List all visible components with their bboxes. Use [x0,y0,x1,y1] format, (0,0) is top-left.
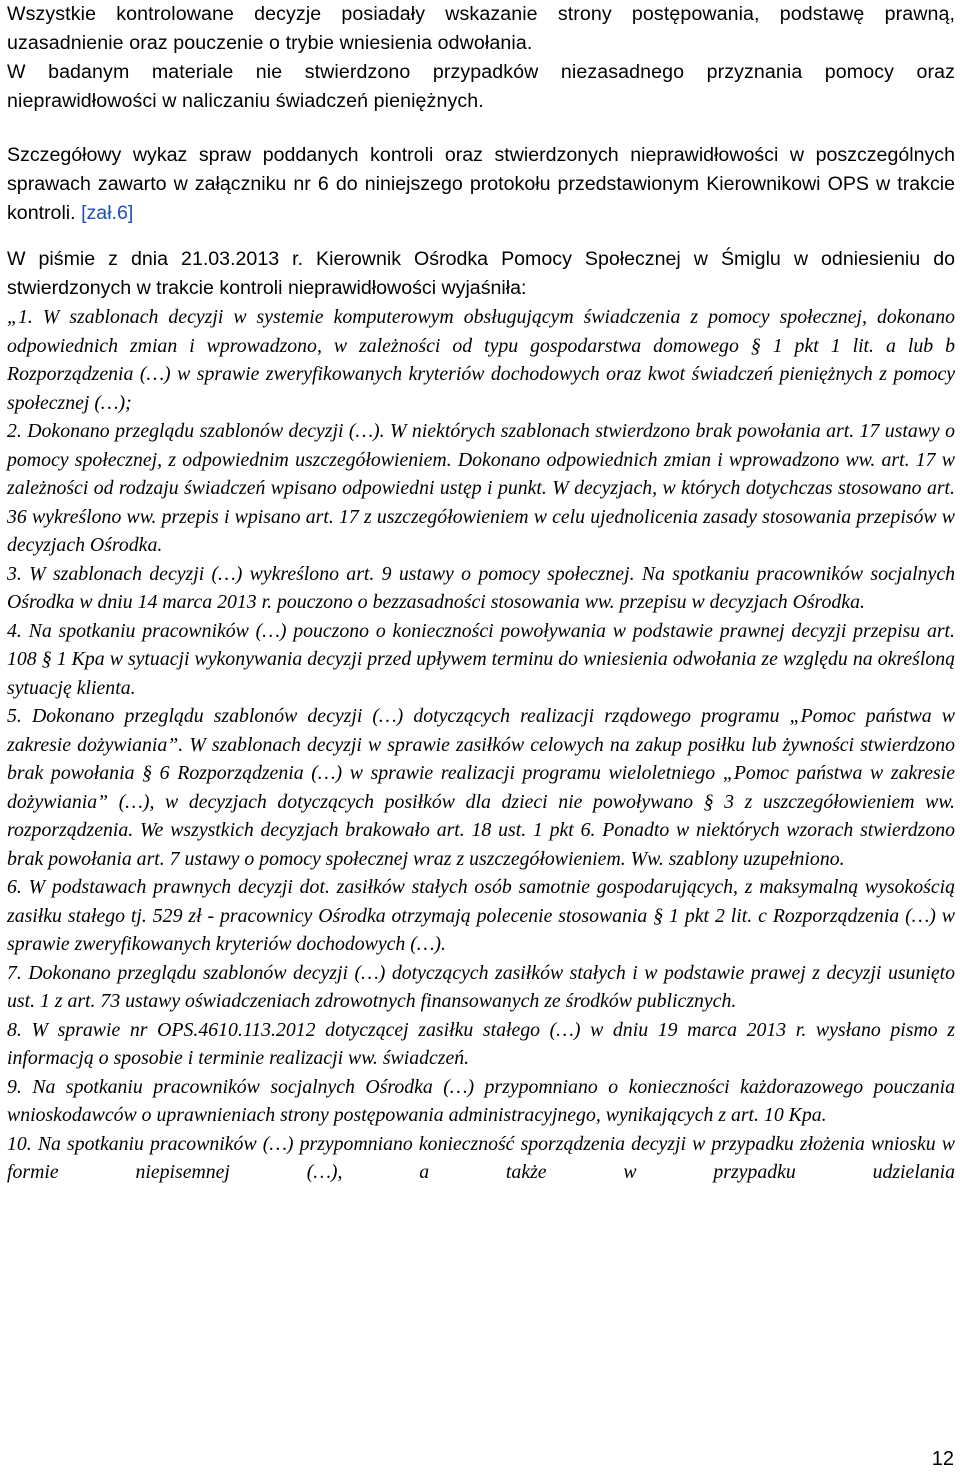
explanation-item-3: 3. W szablonach decyzji (…) wykreślono art. 9 ustawy o pomocy społecznej. Na spotkaniu pracowników socjalnych Ośrodka w dniu 14 marca 2013 r. pouczono o bezzasadności stosowania ww. przepisu w decyzjach Ośrodka. [7,562,955,613]
document-page [7,0,955,1187]
intro-paragraph-2: W badanym materiale nie stwierdzono przypadków niezasadnego przyznania pomocy oraz nieprawidłowości w naliczaniu świadczeń pieniężnych. [7,61,955,112]
spacer [7,228,955,245]
explanation-item-7: 7. Dokonano przeglądu szablonów decyzji (…) dotyczących zasiłków stałych i w podstawie prawej z decyzji usunięto ust. 1 z art. 73 ustawy oświadczeniach zdrowotnych finansowanych ze środków publicznych. [7,961,955,1012]
explanation-item-2: 2. Dokonano przeglądu szablonów decyzji (…). W niektórych szablonach stwierdzono brak powołania art. 17 ustawy o pomocy społecznej, z odpowiednim uszczegółowieniem. Dokonano odpowiednich zmian i wprowadzono ww. art. 17 w zależności od rodzaju świadczeń wpisano odpowiedni ustęp i punkt. W decyzjach, w których dotychczas stosowano art. 36 wykreślono ww. przepis i wpisano art. 17 z uszczegółowieniem w celu ujednolicenia zasady stosowania przepisów w decyzjach Ośrodka. [7,420,955,556]
letter-intro: W piśmie z dnia 21.03.2013 r. Kierownik Ośrodka Pomocy Społecznej w Śmiglu w odniesieniu do stwierdzonych w trakcie kontroli nieprawidłowości wyjaśniła: [7,248,955,299]
explanation-list [7,303,955,1187]
details-text: Szczegółowy wykaz spraw poddanych kontroli oraz stwierdzonych nieprawidłowości w poszczególnych sprawach zawarto w załączniku nr 6 do niniejszego protokołu przedstawionym Kierownikowi OPS w trakcie kontroli. [7,144,955,224]
details-paragraph [7,141,955,228]
page-number: 12 [931,1448,954,1470]
explanation-item-4: 4. Na spotkaniu pracowników (…) pouczono o konieczności powoływania w podstawie prawnej decyzji przepisu art. 108 § 1 Kpa w sytuacji wykonywania decyzji przed upływem terminu do wniesienia odwołania ze względu na określoną sytuację klienta. [7,619,955,699]
spacer [7,116,955,141]
explanation-item-9: 9. Na spotkaniu pracowników socjalnych Ośrodka (…) przypomniano o konieczności każdorazowego pouczania wnioskodawców o uprawnieniach strony postępowania administracyjnego, wynikających z art. 10 Kpa. [7,1075,955,1126]
explanation-item-8: 8. W sprawie nr OPS.4610.113.2012 dotyczącej zasiłku stałego (…) w dniu 19 marca 2013 r. wysłano pismo z informacją o sposobie i terminie realizacji ww. świadczeń. [7,1018,955,1069]
explanation-item-10: 10. Na spotkaniu pracowników (…) przypomniano konieczność sporządzenia decyzji w przypadku złożenia wniosku w formie niepisemnej (…), a także w przypadku udzielania [7,1132,955,1183]
explanation-item-1: „1. W szablonach decyzji w systemie komputerowym obsługującym świadczenia z pomocy społecznej, dokonano odpowiednich zmian i wprowadzono, w zależności od typu gospodarstwa domowego § 1 pkt 1 lit. a lub b Rozporządzenia (…) w sprawie zweryfikowanych kryteriów dochodowych oraz kwot świadczeń pieniężnych z pomocy społecznej (…); [7,306,955,414]
attachment-reference: [zał.6] [81,202,134,224]
explanation-item-6: 6. W podstawach prawnych decyzji dot. zasiłków stałych osób samotnie gospodarujących, z maksymalną wysokością zasiłku stałego tj. 529 zł - pracownicy Ośrodka otrzymają polecenie stosowania § 1 pkt 2 lit. c Rozporządzenia (…) w sprawie zweryfikowanych kryteriów dochodowych (…). [7,876,955,955]
intro-paragraph-1: Wszystkie kontrolowane decyzje posiadały wskazanie strony postępowania, podstawę prawną, uzasadnienie oraz pouczenie o trybie wniesienia odwołania. [7,3,955,54]
explanation-item-5: 5. Dokonano przeglądu szablonów decyzji (…) dotyczących realizacji rządowego programu „Pomoc państwa w zakresie dożywiania”. W szablonach decyzji w sprawie zasiłków celowych na zakup posiłku lub żywności stwierdzono brak powołania § 6 Rozporządzenia (…) w sprawie realizacji programu wieloletniego „Pomoc państwa w zakresie dożywiania” (…), w decyzjach dotyczących posiłków dla dzieci nie powoływano § 3 z uszczegółowieniem ww. rozporządzenia. We wszystkich decyzjach brakowało art. 18 ust. 1 pkt 6. Ponadto w niektórych wzorach stwierdzono brak powołania art. 7 ustawy o pomocy społecznej wraz z uszczegółowieniem. Ww. szablony uzupełniono. [7,705,955,870]
